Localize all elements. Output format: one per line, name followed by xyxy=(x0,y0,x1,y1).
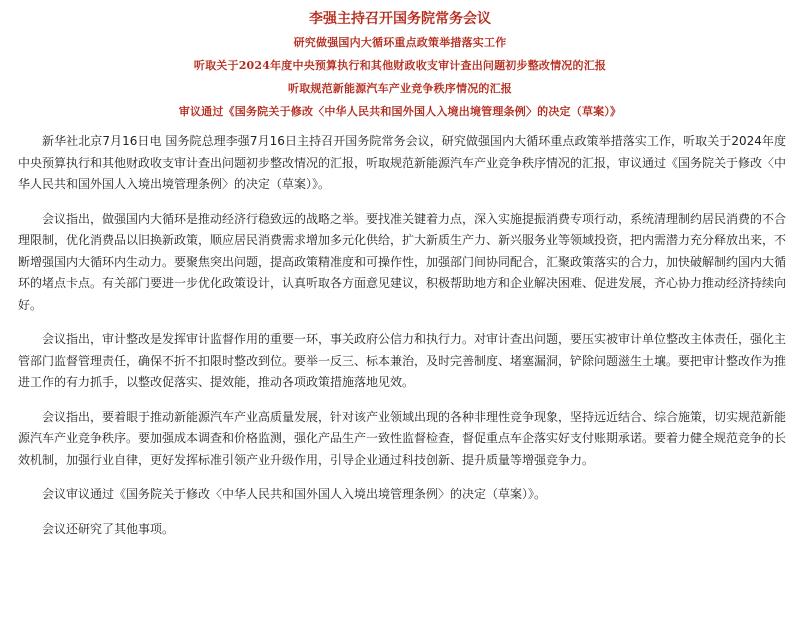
paragraph-domestic-circulation: 会议指出，做强国内大循环是推动经济行稳致远的战略之举。要找准关键着力点，深入实施提振消费专项行动，系统清理制约居民消费的不合理限制，优化消费品以旧换新政策，顺应居民消费需求增加多元化供给，扩大新质生产力、新兴服务业等领域投资，把内需潜力充分释放出来，不断增强国内大循环内生动力。要聚焦突出问题，提高政策精准度和可操作性，加强部门间协同配合，汇聚政策落实的合力，加快破解制约国内大循环的堵点卡点。有关部门要进一步优化政策设计，认真听取各方面意见建议，积极帮助地方和企业解决困难、促进发展，齐心协力推动经济持续向好。 xyxy=(18,211,787,312)
article-title: 李强主持召开国务院常务会议 xyxy=(309,11,491,27)
headline-block xyxy=(14,0,786,119)
paragraph-audit-rectification: 会议指出，审计整改是发挥审计监督作用的重要一环，事关政府公信力和执行力。对审计查出问题，要压实被审计单位整改主体责任，强化主管部门监督管理责任，确保不折不扣限时整改到位。要举一反三、标本兼治，及时完善制度、堵塞漏洞，铲除问题滋生土壤。要把审计整改作为推进工作的有力抓手，以整改促落实、提效能，推动各项政策措施落地见效。 xyxy=(18,332,787,389)
paragraph-nev-competition: 会议指出，要着眼于推动新能源汽车产业高质量发展，针对该产业领域出现的各种非理性竞争现象，坚持远近结合、综合施策，切实规范新能源汽车产业竞争秩序。要加强成本调查和价格监测，强化产品生产一致性监督检查，督促重点车企落实好支付账期承诺。要着力健全规范竞争的长效机制，加强行业自律，更好发挥标准引领产业升级作用，引导企业通过科技创新、提升质量等增强竞争力。 xyxy=(18,409,787,467)
paragraph-regulation-approval: 会议审议通过《国务院关于修改〈中华人民共和国外国人入境出境管理条例〉的决定（草案）》。 xyxy=(42,487,547,501)
subtitle-regulation-amendment: 审议通过《国务院关于修改〈中华人民共和国外国人入境出境管理条例〉的决定（草案）》 xyxy=(178,105,622,118)
subtitle-domestic-circulation: 研究做强国内大循环重点政策举措落实工作 xyxy=(293,36,507,49)
subtitle-audit-rectification: 听取关于2024年度中央预算执行和其他财政收支审计查出问题初步整改情况的汇报 xyxy=(193,59,607,72)
paragraph-lead: 新华社北京7月16日电 国务院总理李强7月16日主持召开国务院常务会议，研究做强国内大循环重点政策举措落实工作，听取关于2024年度中央预算执行和其他财政收支审计查出问题初步整改情况的汇报，听取规范新能源汽车产业竞争秩序情况的汇报，审议通过《国务院关于修改〈中华人民共和国外国人入境出境管理条例〉的决定（草案）》。 xyxy=(18,134,787,191)
article-body xyxy=(14,131,786,540)
paragraph-other-matters: 会议还研究了其他事项。 xyxy=(42,521,175,536)
subtitle-nev-competition: 听取规范新能源汽车产业竞争秩序情况的汇报 xyxy=(288,82,512,95)
